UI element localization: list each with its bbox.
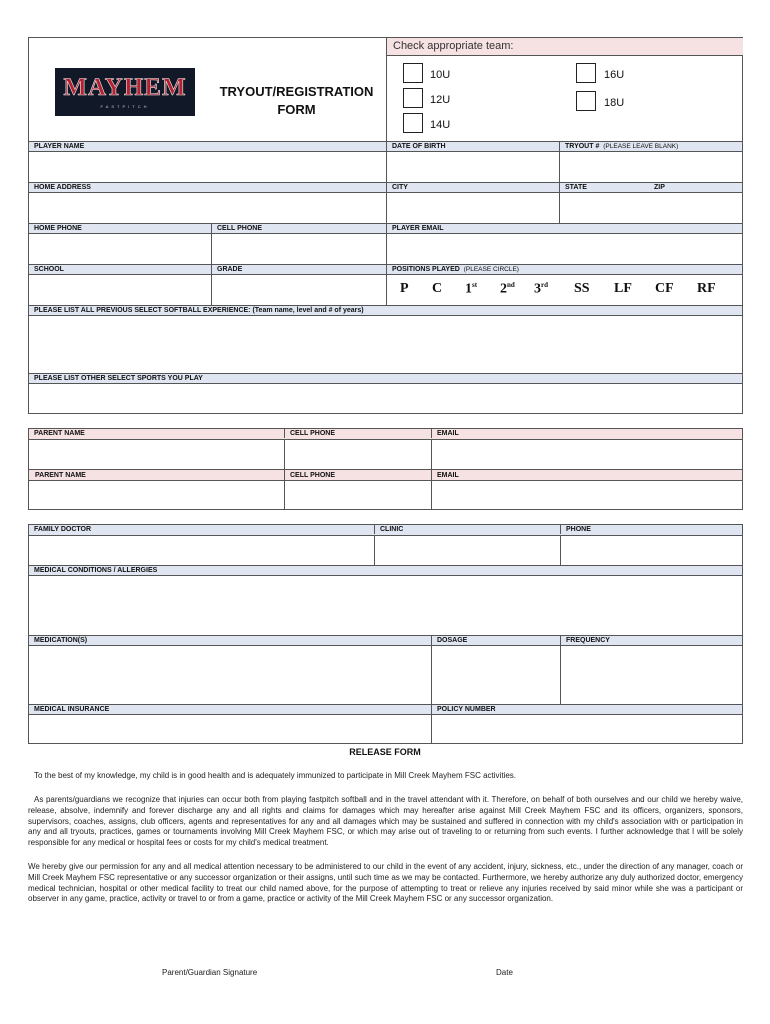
insurance-header <box>29 704 742 715</box>
form-title <box>209 83 384 119</box>
player-row1-header <box>29 142 742 152</box>
form-title-line2: FORM <box>277 102 316 117</box>
city-label: CITY <box>386 183 559 192</box>
home-address-label: HOME ADDRESS <box>34 184 91 191</box>
conditions-field[interactable] <box>29 576 742 635</box>
state-zip-field[interactable] <box>559 193 742 223</box>
cell-phone-field[interactable] <box>211 234 386 264</box>
position-lf[interactable]: LF <box>614 281 632 296</box>
position-2nd[interactable] <box>500 281 515 298</box>
player-row4-header <box>29 264 742 275</box>
dosage-label: DOSAGE <box>431 636 560 645</box>
policy-number-label: POLICY NUMBER <box>431 705 742 714</box>
parent1-email-field[interactable] <box>431 440 742 469</box>
team-16u-checkbox[interactable] <box>576 63 596 83</box>
doctor-phone-field[interactable] <box>560 536 742 565</box>
school-label: SCHOOL <box>34 266 64 273</box>
positions-played-label <box>386 265 742 274</box>
positions-played-note: (PLEASE CIRCLE) <box>463 266 519 273</box>
clinic-field[interactable] <box>374 536 560 565</box>
medical-block <box>28 524 743 744</box>
other-sports-header <box>29 373 742 384</box>
home-phone-field[interactable] <box>29 234 211 264</box>
frequency-label: FREQUENCY <box>560 636 742 645</box>
team-check-header <box>387 38 743 56</box>
team-14u-checkbox[interactable] <box>403 113 423 133</box>
parent1-name-label: PARENT NAME <box>34 430 85 437</box>
position-cf[interactable]: CF <box>655 281 674 296</box>
team-check-label: Check appropriate team: <box>393 40 514 52</box>
home-phone-label: HOME PHONE <box>34 225 82 232</box>
dob-label: DATE OF BIRTH <box>386 142 559 151</box>
player-email-label: PLAYER EMAIL <box>386 224 742 233</box>
logo-text: MAYHEM <box>63 74 187 101</box>
team-section <box>386 38 743 142</box>
team-12u-checkbox[interactable] <box>403 88 423 108</box>
team-10u-checkbox[interactable] <box>403 63 423 83</box>
date-label: Date <box>496 968 513 977</box>
signature-field[interactable] <box>120 945 350 967</box>
form-title-line1: TRYOUT/REGISTRATION <box>219 84 374 99</box>
parent2-name-label: PARENT NAME <box>35 472 86 479</box>
city-field[interactable] <box>386 193 559 223</box>
experience-text: PLEASE LIST ALL PREVIOUS SELECT SOFTBALL EXPERIENCE: <box>34 307 251 314</box>
experience-field[interactable] <box>29 316 742 373</box>
tryout-number-field[interactable] <box>559 152 742 182</box>
experience-header <box>29 305 742 316</box>
parent1-cell-label: CELL PHONE <box>284 429 431 438</box>
parent2-cell-label: CELL PHONE <box>284 470 431 480</box>
position-1st-suffix: st <box>472 281 478 289</box>
tryout-number-label <box>559 142 742 151</box>
parent1-header <box>29 429 742 440</box>
position-p[interactable]: P <box>400 281 409 296</box>
position-2nd-number: 2 <box>500 281 507 297</box>
cell-phone-label: CELL PHONE <box>211 224 386 233</box>
policy-number-field[interactable] <box>431 715 742 743</box>
grade-label: GRADE <box>211 265 386 274</box>
experience-label <box>29 306 742 315</box>
medications-label: MEDICATION(S) <box>34 637 88 644</box>
position-3rd-suffix: rd <box>541 281 548 289</box>
team-18u-checkbox[interactable] <box>576 91 596 111</box>
state-label: STATE <box>559 183 644 192</box>
position-ss[interactable]: SS <box>574 281 590 296</box>
parent2-name-field[interactable] <box>29 481 284 509</box>
player-row2-header <box>29 182 742 193</box>
positions-field <box>386 275 742 305</box>
tryout-number-note: (PLEASE LEAVE BLANK) <box>603 143 679 150</box>
dosage-field[interactable] <box>431 646 560 704</box>
parent1-email-label: EMAIL <box>431 429 742 438</box>
home-address-field[interactable] <box>29 193 386 223</box>
player-email-field[interactable] <box>386 234 742 264</box>
logo-subtext: FASTPITCH <box>100 104 150 109</box>
conditions-header <box>29 565 742 576</box>
conditions-label: MEDICAL CONDITIONS / ALLERGIES <box>34 567 158 574</box>
release-paragraph-1: To the best of my knowledge, my child is in good health and is adequately immunized to participate in Mill Creek Mayhem FSC activities. <box>34 771 517 780</box>
player-name-field[interactable] <box>29 152 386 182</box>
position-3rd[interactable] <box>534 281 548 298</box>
parent1-name-field[interactable] <box>29 440 284 469</box>
team-12u-label: 12U <box>430 94 451 106</box>
parent2-email-label: EMAIL <box>431 470 742 480</box>
insurance-field[interactable] <box>29 715 431 743</box>
position-1st[interactable] <box>465 281 477 298</box>
doctor-header <box>29 525 742 536</box>
parent2-cell-field[interactable] <box>284 481 431 509</box>
zip-label: ZIP <box>654 184 665 191</box>
parent2-header <box>29 469 742 481</box>
tryout-number-text: TRYOUT # <box>565 143 600 150</box>
release-paragraph-3: We hereby give our permission for any and all medical attention necessary to be administered to our child in the event of any accident, injury, sickness, etc., under the direction of any manager, coach or Mill Creek Mayhem FSC representative or any successor organization or their assigns, until such time as we may be contacted. Furthermore, we hereby authorize any duly authorized doctor, emergency medical technician, hospital or other medical facility to treat our child named above, for the purpose of attempting to treat or relieve any injuries received by said minor while she was a participant or observer in any game, practice, activity or travel to or from a game, practice or activity of the Mill Creek Mayhem FSC or any successor organization. <box>28 862 743 904</box>
doctor-phone-label: PHONE <box>560 525 742 534</box>
team-18u-label: 18U <box>604 97 625 109</box>
team-16u-label: 16U <box>604 69 625 81</box>
clinic-label: CLINIC <box>374 525 560 534</box>
release-title: RELEASE FORM <box>349 747 421 757</box>
other-sports-label: PLEASE LIST OTHER SELECT SPORTS YOU PLAY <box>34 375 203 382</box>
family-doctor-field[interactable] <box>29 536 374 565</box>
parents-block <box>28 428 743 510</box>
other-sports-field[interactable] <box>29 384 742 412</box>
school-field[interactable] <box>29 275 211 305</box>
player-name-label: PLAYER NAME <box>34 143 85 150</box>
player-row3-header <box>29 223 742 234</box>
positions-played-text: POSITIONS PLAYED <box>392 266 460 273</box>
position-2nd-suffix: nd <box>507 281 515 289</box>
position-c[interactable]: C <box>432 281 443 296</box>
experience-note: (Team name, level and # of years) <box>252 307 364 314</box>
medication-header <box>29 635 742 646</box>
parent1-cell-field[interactable] <box>284 440 431 469</box>
signature-label: Parent/Guardian Signature <box>162 968 258 977</box>
dob-field[interactable] <box>386 152 559 182</box>
parent2-email-field[interactable] <box>431 481 742 509</box>
release-paragraph-2: As parents/guardians we recognize that injuries can occur both from playing fastpitch softball and in the travel attendant with it. Therefore, on behalf of both ourselves and our child we hereby waive, release, absolve, indemnify and forever discharge any and all rights and claims for damages which may hereafter arise against Mill Creek Mayhem FSC and its officers, organizers, sponsors, supervisors, coaches, assigns, club officers, agents and representatives for any and all damages which may be sustained and suffered in connection with my child's association with or participation in any and all tryouts, practices, games or tournaments involving Mill Creek Mayhem FSC, or which may arise out of traveling to or returning from such events. I further acknowledge that I will be solely responsible for any medical or hospital fees or costs for my child's medical treatment. <box>28 795 743 848</box>
mayhem-logo <box>55 68 195 116</box>
grade-field[interactable] <box>211 275 386 305</box>
medications-field[interactable] <box>29 646 431 704</box>
position-3rd-number: 3 <box>534 281 541 297</box>
team-10u-label: 10U <box>430 69 451 81</box>
position-1st-number: 1 <box>465 281 472 297</box>
family-doctor-label: FAMILY DOCTOR <box>34 526 92 533</box>
position-rf[interactable]: RF <box>697 281 716 296</box>
insurance-label: MEDICAL INSURANCE <box>34 706 110 713</box>
date-field[interactable] <box>460 945 580 967</box>
frequency-field[interactable] <box>560 646 742 704</box>
header-block <box>28 37 743 142</box>
team-14u-label: 14U <box>430 119 451 131</box>
player-info-block <box>28 142 743 414</box>
